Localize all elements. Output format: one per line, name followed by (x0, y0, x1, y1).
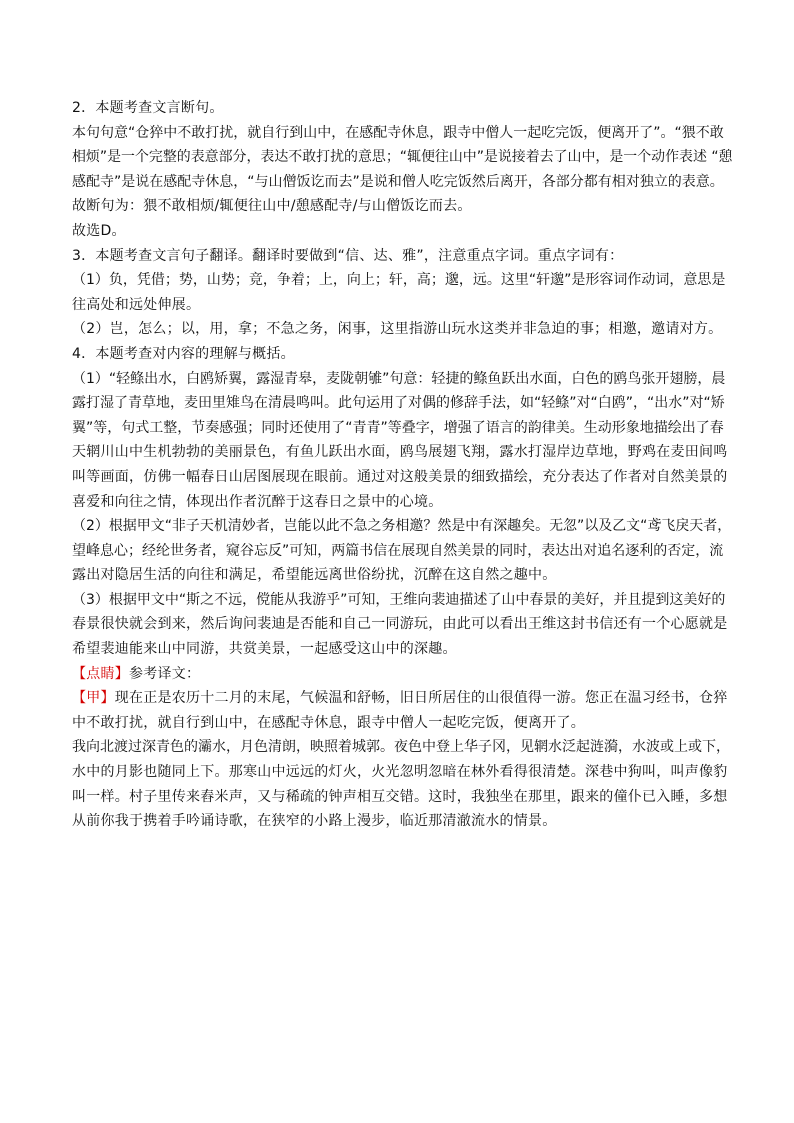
q4-line: 叫等画面，仿佛一幅春日山居图展现在眼前。通过对这般美景的细致描绘，充分表达了作者对自然美景的 (72, 468, 728, 485)
q4-line: 望峰息心；经纶世务者，窥谷忘反”可知，两篇书信在展现自然美景的同时，表达出对追名逐利的否定，流 (72, 542, 724, 559)
q2-answer: 故选D。 (72, 222, 126, 239)
q4-line: （1）“轻鲦出水，白鸥矫翼，露湿青皋，麦陇朝雊”句意：轻捷的鲦鱼跃出水面，白色的鸥鸟张开翅膀，晨 (72, 370, 726, 387)
q4-line: 喜爱和向往之情，体现出作者沉醉于这春日之景中的心境。 (72, 493, 443, 510)
q4-heading: 4．本题考查对内容的理解与概括。 (72, 345, 295, 362)
jia-tag: 【甲】 (72, 690, 115, 707)
q4-line: （3）根据甲文中“斯之不远，傥能从我游乎”可知，王维向裴迪描述了山中春景的美好，并且提到这美好的 (72, 591, 726, 608)
q4-line: （2）根据甲文“非子天机清妙者，岂能以此不急之务相邀？然是中有深趣矣。无忽”以及乙文“鸢飞戾天者， (72, 518, 732, 535)
translation-line: 从前你我于携着手吟诵诗歌，在狭窄的小路上漫步，临近那清澈流水的情景。 (72, 813, 557, 830)
dianjing-line (72, 662, 732, 687)
dianjing-label: 参考译文： (129, 665, 201, 682)
q2-heading: 2．本题考查文言断句。 (72, 100, 224, 116)
translation-line: 我向北渡过深青色的灞水，月色清朗，映照着城郭。夜色中登上华子冈，见辋水泛起涟漪，水波或上或下， (72, 739, 730, 756)
translation-jia-first-line (72, 686, 732, 711)
q2-line: 故断句为：猥不敢相烦/辄便往山中/憩感配寺/与山僧饭讫而去。 (72, 198, 472, 215)
translation-line: 叫一样。村子里传来舂米声，又与稀疏的钟声相互交错。这时，我独坐在那里，跟来的僮仆已入睡，多想 (72, 788, 728, 805)
q4-line: 翼”等，句式工整，节奏感强；同时还使用了“青青”等叠字，增强了语言的韵律美。生动形象地描绘出了春 (72, 419, 724, 436)
q3-line: （1）负，凭借；势，山势；竞，争着；上，向上；轩，高；邈，远。这里“轩邈”是形容词作动词，意思是 (72, 272, 726, 289)
translation-text: 现在正是农历十二月的末尾，气候温和舒畅，旧日所居住的山很值得一游。您正在温习经书，仓猝 (114, 690, 728, 707)
q4-line: 春景很快就会到来，然后询问裴迪是否能和自己一同游玩，由此可以看出王维这封书信还有一个心愿就是 (72, 616, 728, 633)
translation-line: 水中的月影也随同上下。那寒山中远远的灯火，火光忽明忽暗在林外看得很清楚。深巷中狗叫，叫声像豹 (72, 764, 728, 781)
q3-heading: 3．本题考查文言句子翻译。翻译时要做到“信、达、雅”，注意重点字词。重点字词有： (72, 247, 624, 264)
q4-line: 天辋川山中生机勃勃的美丽景色，有鱼儿跃出水面，鸥鸟展翅飞翔，露水打湿岸边草地，野鸡在麦田间鸣 (72, 444, 728, 461)
dianjing-tag: 【点睛】 (72, 665, 129, 682)
q2-line: 感配寺”是说在感配寺休息，“与山僧饭讫而去”是说和僧人吃完饭然后离开，各部分都有相对独立的表意。 (72, 173, 724, 190)
translation-line: 中不敢打扰，就自行到山中，在感配寺休息，跟寺中僧人一起吃完饭，便离开了。 (72, 714, 585, 731)
q2-line: 本句句意“仓猝中不敢打扰，就自行到山中，在感配寺休息，跟寺中僧人一起吃完饭，便离开了”。“猥不敢 (72, 124, 724, 141)
q2-line: 相烦”是一个完整的表意部分，表达不敢打扰的意思；“辄便往山中”是说接着去了山中，是一个动作表述 “憩 (72, 149, 733, 166)
q4-line: 希望裴迪能来山中同游，共赏美景，一起感受这山中的深趣。 (72, 641, 457, 658)
q3-line: 往高处和远处伸展。 (72, 296, 201, 313)
q3-line: （2）岂，怎么；以，用，拿；不急之务，闲事，这里指游山玩水这类并非急迫的事；相邀，邀请对方。 (72, 321, 723, 338)
q4-line: 露打湿了青草地，麦田里雉鸟在清晨鸣叫。此句运用了对偶的修辞手法，如“轻鲦”对“白鸥”，“出水”对“矫 (72, 395, 725, 412)
q4-line: 露出对隐居生活的向往和满足，希望能远离世俗纷扰，沉醉在这自然之趣中。 (72, 567, 557, 584)
document-page (72, 96, 732, 834)
